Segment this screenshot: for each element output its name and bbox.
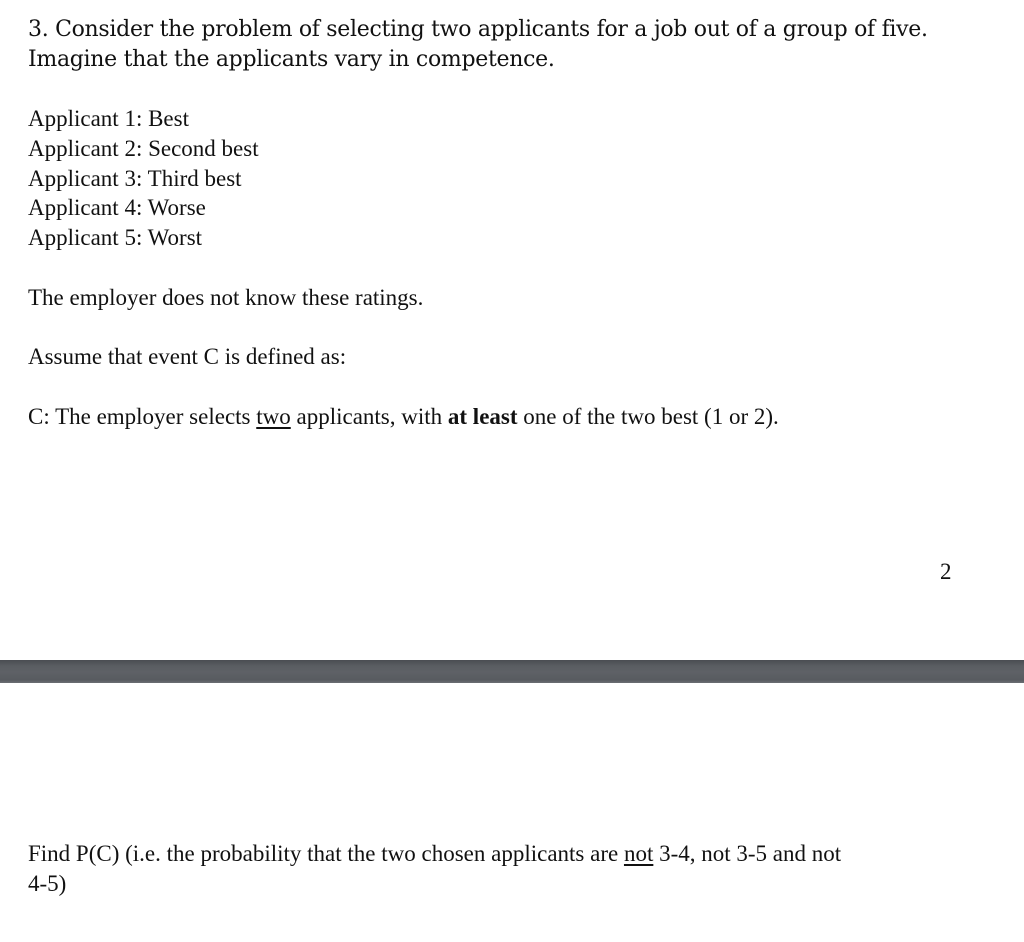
employer-note: The employer does not know these ratings. (28, 285, 424, 310)
find-line-1 (28, 839, 841, 869)
question-line-2: Imagine that the applicants vary in competence. (28, 47, 555, 72)
page-number: 2 (940, 559, 952, 584)
applicant-3: Applicant 3: Third best (28, 166, 242, 191)
event-definition (28, 402, 779, 432)
event-definition-text-1: C: The employer selects (28, 404, 257, 429)
event-intro: Assume that event C is defined as: (28, 344, 347, 369)
event-definition-text-2: applicants, with (290, 404, 448, 429)
applicant-2: Applicant 2: Second best (28, 136, 259, 161)
find-text-1: Find P(C) (i.e. the probability that the two chosen applicants are (28, 841, 624, 866)
find-text-2: 3-4, not 3-5 and not (653, 841, 842, 866)
applicant-4: Applicant 4: Worse (28, 195, 206, 220)
document-page-2 (0, 683, 1024, 942)
find-line-2: 4-5) (28, 871, 67, 896)
question-line-1: 3. Consider the problem of selecting two applicants for a job out of a group of five. (28, 17, 928, 42)
find-underlined: not (623, 841, 654, 866)
event-definition-bold: at least (447, 404, 518, 429)
event-definition-text-3: one of the two best (1 or 2). (517, 404, 779, 429)
event-definition-underlined: two (256, 404, 291, 429)
applicant-1: Applicant 1: Best (28, 106, 189, 131)
applicant-5: Applicant 5: Worst (28, 225, 203, 250)
page-separator (0, 660, 1024, 683)
